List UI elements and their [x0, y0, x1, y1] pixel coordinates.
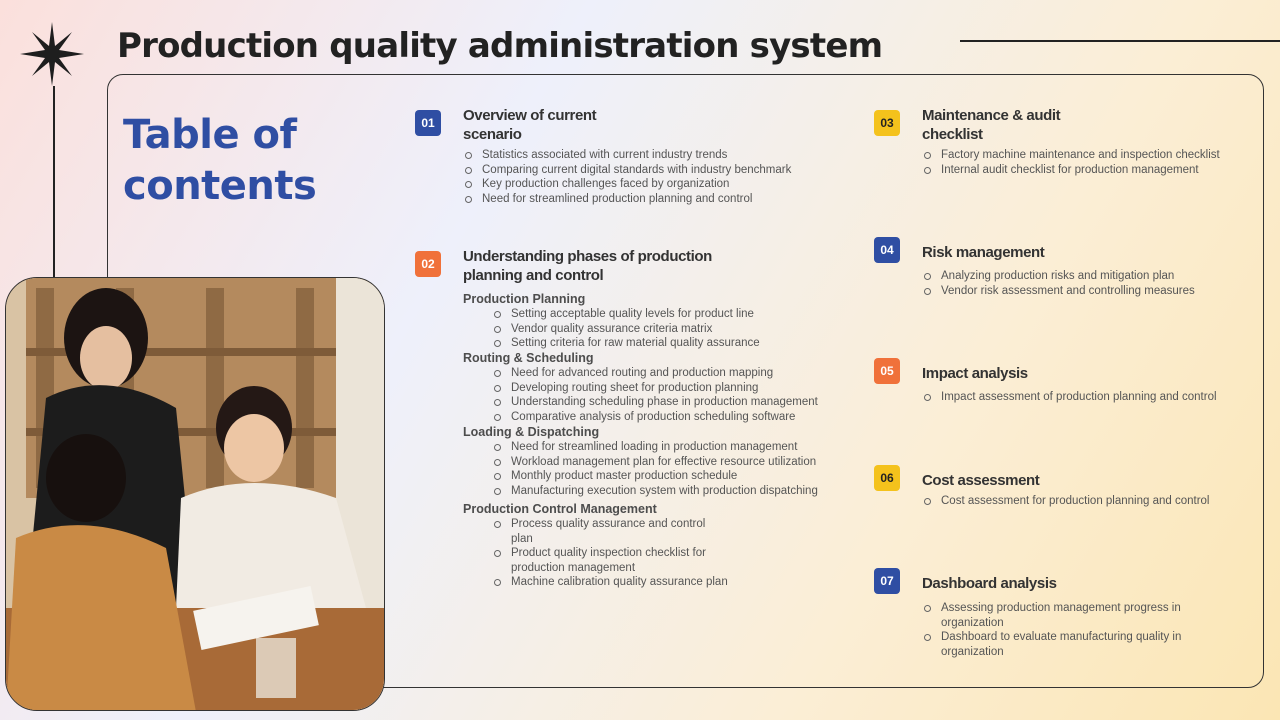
list-item: Machine calibration quality assurance plan: [493, 575, 728, 590]
list-item: Factory machine maintenance and inspection checklist: [923, 148, 1253, 163]
page-title: Production quality administration system: [117, 26, 883, 66]
list-item: Process quality assurance and control plan: [493, 517, 728, 546]
list-item: Developing routing sheet for production planning: [493, 381, 853, 396]
list-item: Need for streamlined production planning and control: [464, 192, 844, 207]
list-item: Analyzing production risks and mitigation plan: [923, 269, 1253, 284]
section-title-06[interactable]: Cost assessment: [922, 472, 1040, 489]
section-list-03: [923, 148, 1253, 177]
subsection-production-control: Production Control Management: [463, 502, 657, 516]
subsection-list-production-control: [493, 517, 728, 590]
decor-vertical-line: [53, 86, 55, 278]
section-badge-03: 03: [874, 110, 900, 136]
section-badge-05: 05: [874, 358, 900, 384]
section-badge-07: 07: [874, 568, 900, 594]
list-item: Understanding scheduling phase in production management: [493, 395, 853, 410]
subsection-list-routing-scheduling: [493, 366, 853, 424]
header-divider: [960, 40, 1280, 42]
section-list-01: [464, 148, 844, 206]
section-badge-06: 06: [874, 465, 900, 491]
section-badge-01: 01: [415, 110, 441, 136]
list-item: Setting acceptable quality levels for product line: [493, 307, 853, 322]
section-title-01[interactable]: Overview of current scenario: [463, 107, 597, 143]
list-item: Monthly product master production schedule: [493, 469, 853, 484]
section-badge-04: 04: [874, 237, 900, 263]
subsection-routing-scheduling: Routing & Scheduling: [463, 351, 594, 365]
section-list-05: [923, 390, 1253, 405]
list-item: Impact assessment of production planning and control: [923, 390, 1253, 405]
list-item: Need for advanced routing and production mapping: [493, 366, 853, 381]
section-title-03[interactable]: Maintenance & audit checklist: [922, 107, 1061, 143]
list-item: Statistics associated with current industry trends: [464, 148, 844, 163]
list-item: Assessing production management progress in organization: [923, 601, 1183, 630]
list-item: Vendor quality assurance criteria matrix: [493, 322, 853, 337]
list-item: Internal audit checklist for production management: [923, 163, 1253, 178]
list-item: Manufacturing execution system with production dispatching: [493, 484, 853, 499]
subsection-list-production-planning: [493, 307, 853, 351]
toc-heading: Table of contents: [123, 112, 317, 209]
section-list-07: [923, 601, 1183, 659]
team-meeting-photo: [5, 277, 385, 711]
section-list-04: [923, 269, 1253, 298]
list-item: Workload management plan for effective resource utilization: [493, 455, 853, 470]
list-item: Dashboard to evaluate manufacturing quality in organization: [923, 630, 1183, 659]
list-item: Key production challenges faced by organization: [464, 177, 844, 192]
list-item: Vendor risk assessment and controlling measures: [923, 284, 1253, 299]
list-item: Setting criteria for raw material quality assurance: [493, 336, 853, 351]
list-item: Comparing current digital standards with industry benchmark: [464, 163, 844, 178]
subsection-loading-dispatching: Loading & Dispatching: [463, 425, 600, 439]
list-item: Comparative analysis of production scheduling software: [493, 410, 853, 425]
section-title-04[interactable]: Risk management: [922, 244, 1045, 261]
section-title-02[interactable]: Understanding phases of production planning and control: [463, 248, 712, 284]
subsection-list-loading-dispatching: [493, 440, 853, 498]
section-title-05[interactable]: Impact analysis: [922, 365, 1028, 382]
list-item: Product quality inspection checklist for production management: [493, 546, 728, 575]
star-icon: [20, 22, 84, 86]
section-badge-02: 02: [415, 251, 441, 277]
subsection-production-planning: Production Planning: [463, 292, 586, 306]
list-item: Need for streamlined loading in production management: [493, 440, 853, 455]
list-item: Cost assessment for production planning and control: [923, 494, 1253, 509]
section-list-06: [923, 494, 1253, 509]
section-title-07[interactable]: Dashboard analysis: [922, 575, 1057, 592]
